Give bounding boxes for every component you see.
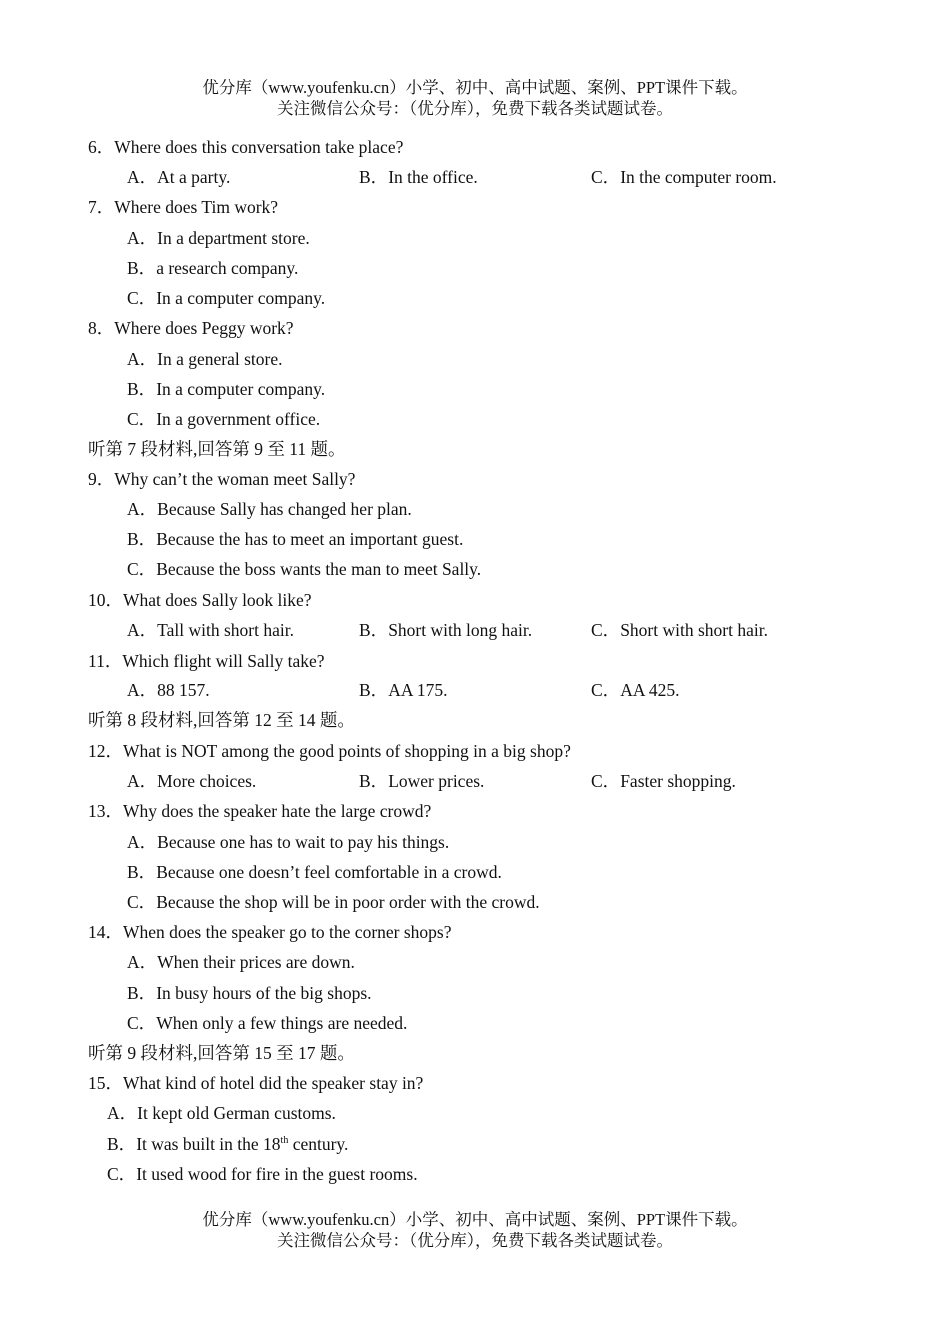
- question-8: [88, 317, 294, 339]
- option-label: B．: [127, 983, 157, 1003]
- option-text: Short with short hair.: [620, 620, 768, 640]
- q10-option-a: [127, 619, 294, 641]
- option-label: C．: [127, 288, 157, 308]
- option-text: It used wood for fire in the guest rooms.: [136, 1164, 418, 1184]
- option-label: C．: [591, 680, 621, 700]
- question-text: Where does Tim work?: [114, 197, 279, 217]
- q15-option-b: [107, 1133, 348, 1155]
- option-text: Because one has to wait to pay his things.: [157, 832, 450, 852]
- option-text: When only a few things are needed.: [156, 1013, 408, 1033]
- question-number: 15．: [88, 1073, 123, 1093]
- option-text: AA 425.: [620, 680, 680, 700]
- q7-option-c: [127, 287, 325, 309]
- header-line-1: 优分库（www.youfenku.cn）小学、初中、高中试题、案例、PPT课件下载。: [202, 78, 748, 97]
- option-text: At a party.: [157, 167, 231, 187]
- option-text: In a computer company.: [156, 288, 326, 308]
- question-number: 11．: [88, 651, 123, 671]
- option-label: C．: [127, 559, 157, 579]
- q6-option-c: [591, 166, 777, 188]
- q14-option-b: [127, 982, 372, 1004]
- option-label: B．: [127, 379, 157, 399]
- q10-option-c: [591, 619, 768, 641]
- q9-option-b: [127, 528, 463, 550]
- q9-option-a: [127, 498, 412, 520]
- header-line-2: 关注微信公众号：（优分库），免费下载各类试题试卷。: [277, 99, 673, 118]
- option-text: Faster shopping.: [620, 771, 736, 791]
- q14-option-a: [127, 951, 355, 973]
- option-text: Short with long hair.: [388, 620, 533, 640]
- option-label: C．: [107, 1164, 137, 1184]
- q8-option-c: [127, 408, 320, 430]
- q11-option-a: [127, 679, 210, 701]
- option-label: A．: [127, 771, 158, 791]
- q8-option-b: [127, 378, 325, 400]
- option-text: When their prices are down.: [157, 952, 355, 972]
- option-text: Tall with short hair.: [157, 620, 294, 640]
- q7-option-a: [127, 227, 310, 249]
- question-number: 7．: [88, 197, 115, 217]
- q13-option-b: [127, 861, 502, 883]
- option-label: A．: [107, 1103, 138, 1123]
- option-label: B．: [359, 680, 389, 700]
- option-label: C．: [127, 1013, 157, 1033]
- footer-line-1: 优分库（www.youfenku.cn）小学、初中、高中试题、案例、PPT课件下载。: [202, 1210, 748, 1229]
- option-label: B．: [127, 862, 157, 882]
- question-6: [88, 136, 403, 158]
- option-label: A．: [127, 228, 158, 248]
- option-label: B．: [359, 771, 389, 791]
- footer-line-2: 关注微信公众号：（优分库），免费下载各类试题试卷。: [277, 1231, 673, 1250]
- question-text: Where does this conversation take place?: [114, 137, 404, 157]
- option-label: B．: [359, 620, 389, 640]
- option-text: It kept old German customs.: [137, 1103, 336, 1123]
- option-label: A．: [127, 349, 158, 369]
- option-text: In busy hours of the big shops.: [156, 983, 372, 1003]
- option-label: B．: [127, 529, 157, 549]
- option-text: It was built in the 18: [136, 1134, 281, 1154]
- option-text: More choices.: [157, 771, 257, 791]
- section-heading-7: 听第 7 段材料,回答第 9 至 11 题。: [88, 439, 346, 459]
- option-text: Because Sally has changed her plan.: [157, 499, 412, 519]
- option-label: C．: [591, 620, 621, 640]
- q15-option-a: [107, 1102, 336, 1124]
- section-heading-8: 听第 8 段材料,回答第 12 至 14 题。: [88, 710, 355, 730]
- question-text: Why does the speaker hate the large crowd?: [123, 801, 432, 821]
- question-13: [88, 800, 431, 822]
- option-text: Because the boss wants the man to meet Sally.: [156, 559, 482, 579]
- q6-option-a: [127, 166, 230, 188]
- q10-option-b: [359, 619, 532, 641]
- question-10: [88, 589, 312, 611]
- option-text: Because the shop will be in poor order with the crowd.: [156, 892, 540, 912]
- option-label: A．: [127, 680, 158, 700]
- page-footer: [0, 1209, 950, 1251]
- option-label: C．: [127, 409, 157, 429]
- question-12: [88, 740, 571, 762]
- option-text: a research company.: [156, 258, 299, 278]
- question-15: [88, 1072, 423, 1094]
- question-text: Where does Peggy work?: [114, 318, 294, 338]
- q12-option-c: [591, 770, 736, 792]
- section-heading-9: 听第 9 段材料,回答第 15 至 17 题。: [88, 1043, 355, 1063]
- question-number: 8．: [88, 318, 115, 338]
- ordinal-superscript: th: [280, 1135, 289, 1147]
- q8-option-a: [127, 348, 283, 370]
- q12-option-b: [359, 770, 484, 792]
- question-7: [88, 196, 278, 218]
- option-label: B．: [359, 167, 389, 187]
- option-label: B．: [107, 1134, 137, 1154]
- q12-option-a: [127, 770, 256, 792]
- q15-option-c: [107, 1163, 418, 1185]
- option-text: 88 157.: [157, 680, 210, 700]
- question-text: What does Sally look like?: [123, 590, 312, 610]
- q13-option-c: [127, 891, 540, 913]
- option-text: Lower prices.: [388, 771, 485, 791]
- question-14: [88, 921, 452, 943]
- question-number: 14．: [88, 922, 123, 942]
- q9-option-c: [127, 558, 481, 580]
- option-text: Because one doesn’t feel comfortable in a crowd.: [156, 862, 502, 882]
- q13-option-a: [127, 831, 449, 853]
- option-label: A．: [127, 952, 158, 972]
- question-11: [88, 650, 325, 672]
- q14-option-c: [127, 1012, 407, 1034]
- option-text: AA 175.: [388, 680, 448, 700]
- question-text: What kind of hotel did the speaker stay in?: [123, 1073, 424, 1093]
- option-label: C．: [591, 167, 621, 187]
- option-text: In the computer room.: [620, 167, 777, 187]
- question-text: What is NOT among the good points of shopping in a big shop?: [123, 741, 571, 761]
- option-text: In a government office.: [156, 409, 321, 429]
- q7-option-b: [127, 257, 298, 279]
- question-text: When does the speaker go to the corner shops?: [123, 922, 452, 942]
- option-label: C．: [127, 892, 157, 912]
- option-label: A．: [127, 499, 158, 519]
- question-number: 13．: [88, 801, 123, 821]
- question-number: 10．: [88, 590, 123, 610]
- question-text: Why can’t the woman meet Sally?: [114, 469, 356, 489]
- question-number: 6．: [88, 137, 115, 157]
- q11-option-b: [359, 679, 448, 701]
- option-label: A．: [127, 620, 158, 640]
- option-label: A．: [127, 167, 158, 187]
- option-text: Because the has to meet an important guest.: [156, 529, 464, 549]
- question-9: [88, 468, 355, 490]
- option-text-continued: century.: [288, 1134, 349, 1154]
- q6-option-b: [359, 166, 478, 188]
- question-number: 9．: [88, 469, 115, 489]
- option-text: In a department store.: [157, 228, 310, 248]
- page-header: [0, 77, 950, 119]
- option-text: In a general store.: [157, 349, 283, 369]
- option-text: In the office.: [388, 167, 478, 187]
- option-label: A．: [127, 832, 158, 852]
- question-text: Which flight will Sally take?: [122, 651, 325, 671]
- q11-option-c: [591, 679, 680, 701]
- option-text: In a computer company.: [156, 379, 326, 399]
- option-label: C．: [591, 771, 621, 791]
- option-label: B．: [127, 258, 157, 278]
- question-number: 12．: [88, 741, 123, 761]
